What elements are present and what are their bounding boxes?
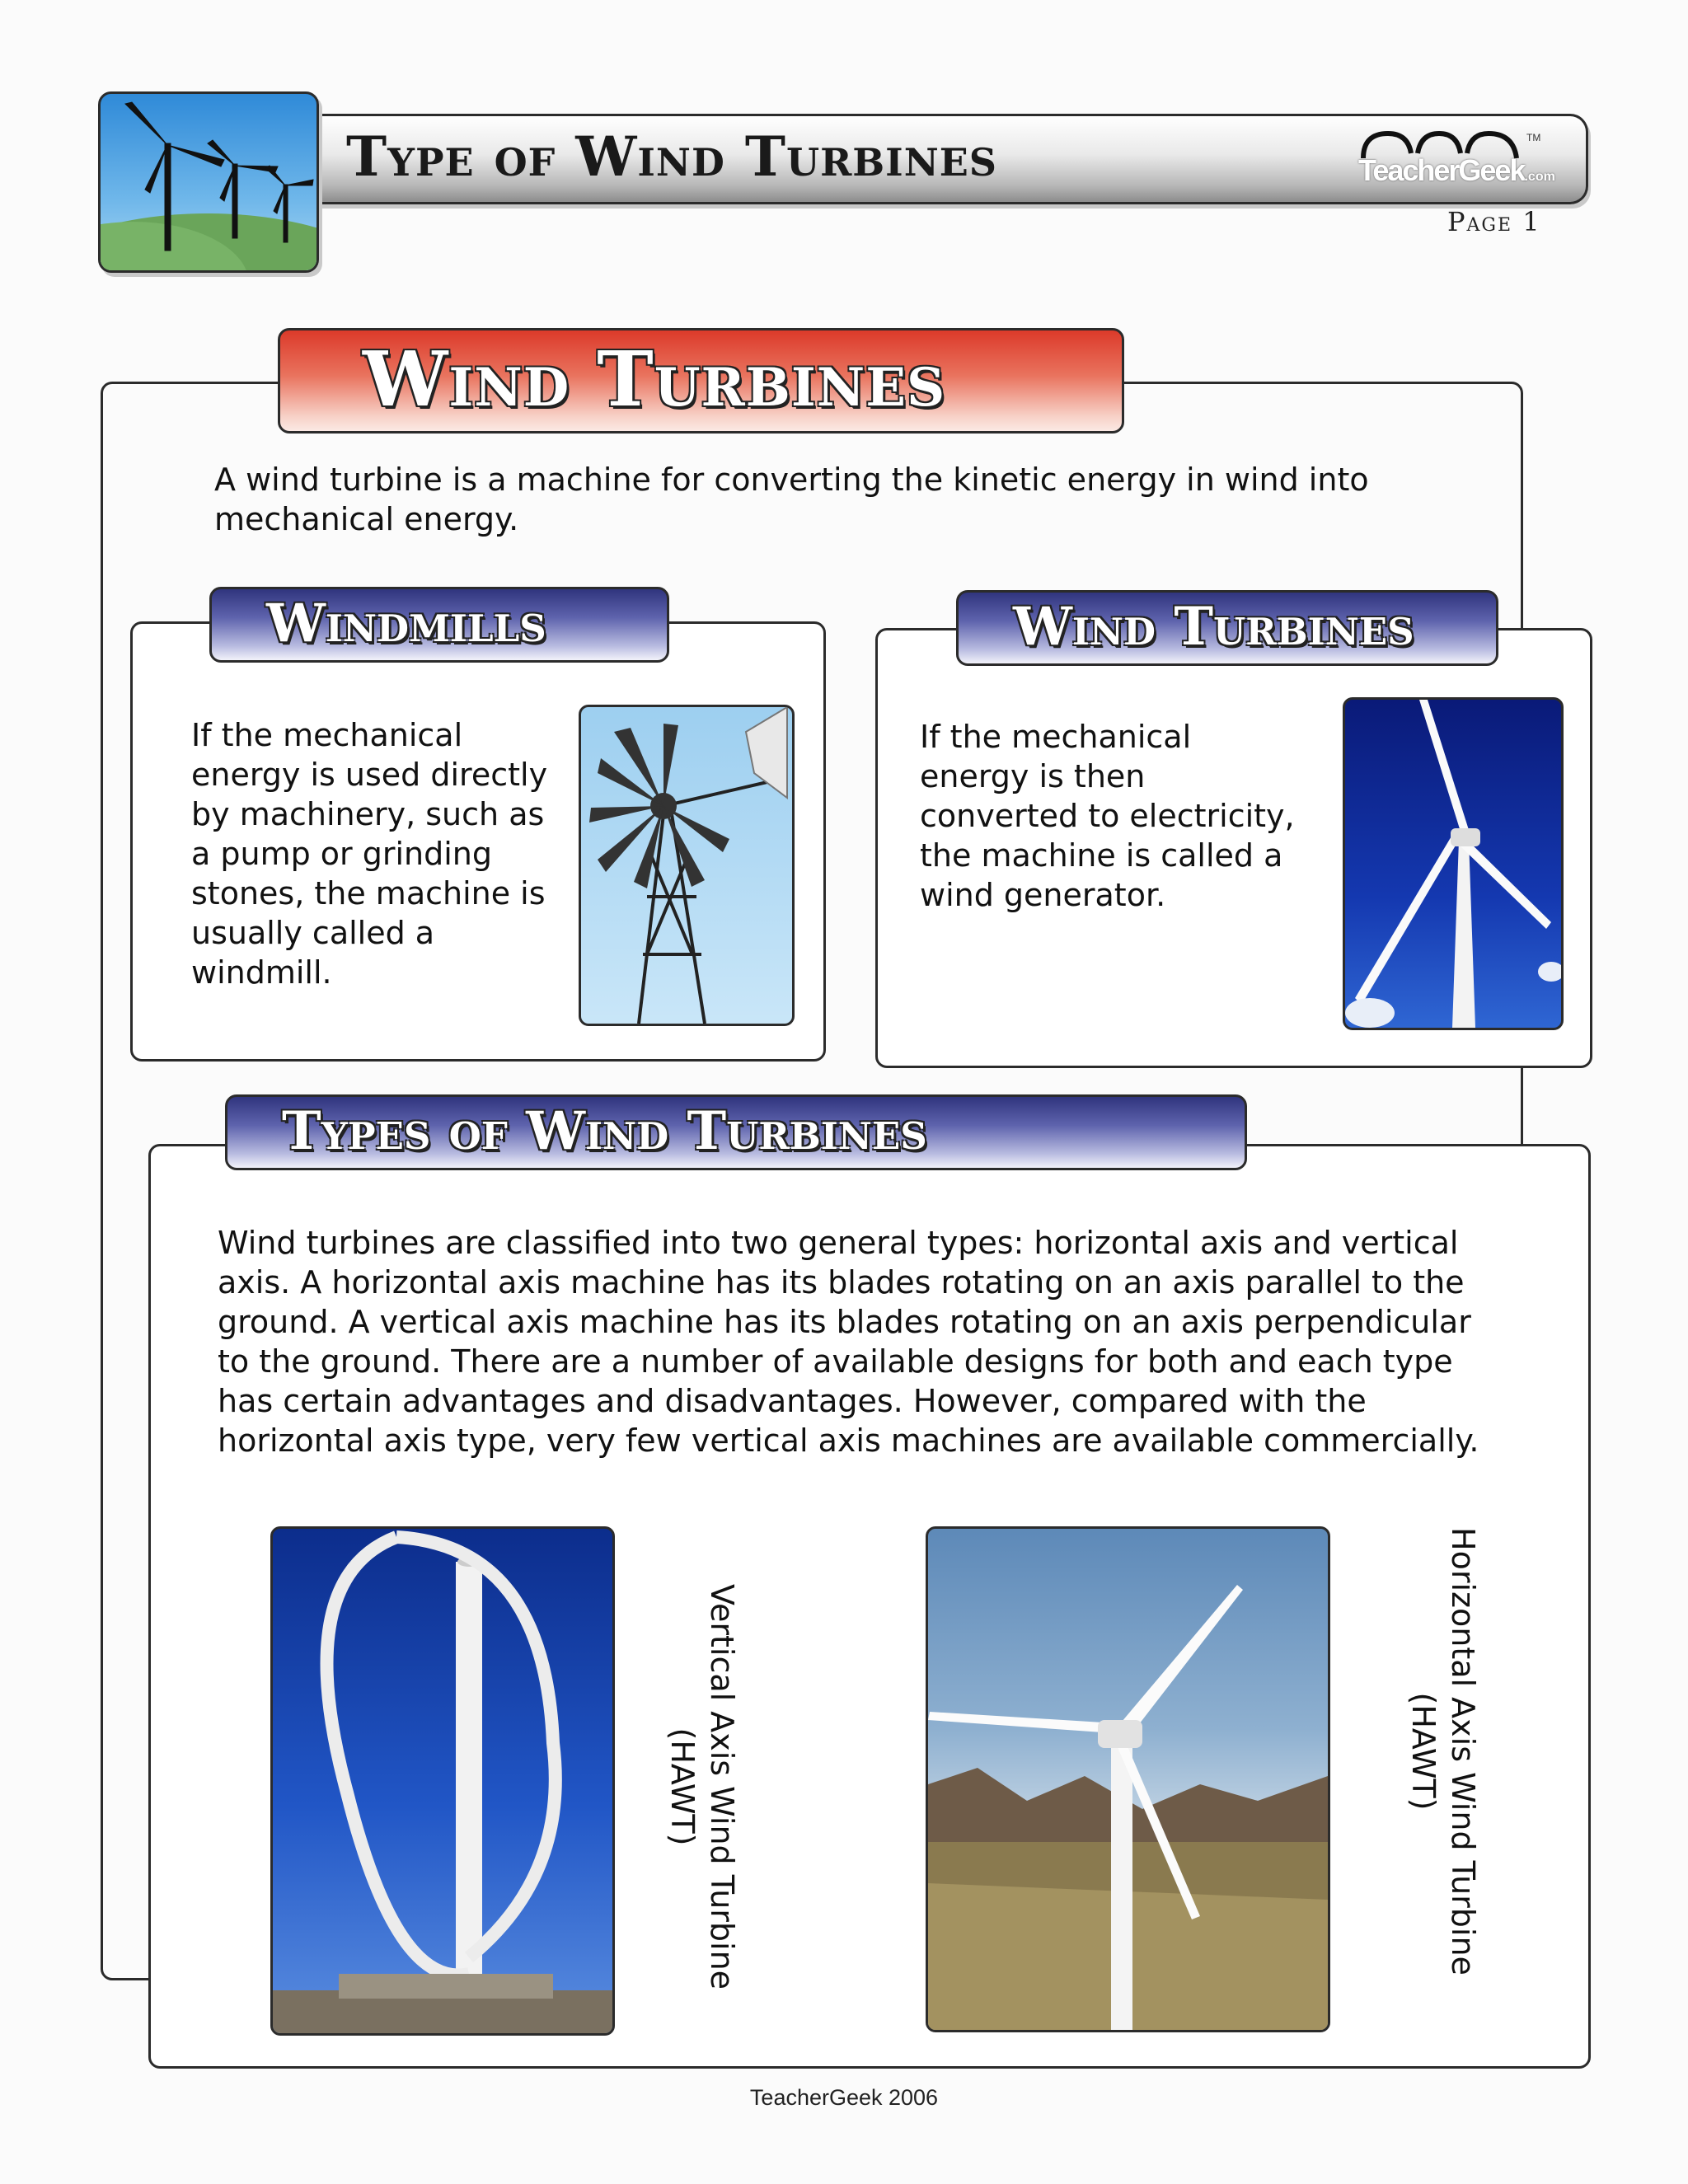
- wind-generator-banner: [956, 590, 1498, 666]
- wind-turbines-banner: [278, 328, 1124, 434]
- types-text: Wind turbines are classified into two general types: horizontal axis and vertical axis. A horizontal axis machine has its blades rotating on an axis parallel to the ground. A vertical axis machine has its blades rotating on an axis perpendicular to the ground. There are a number of available designs for both and each type has certain advantages and disadvantages. However, compared with the horizontal axis type, very few vertical axis machines are available commercially.: [218, 1225, 1479, 1459]
- brand-logo: TeacherGeek.com: [1358, 153, 1555, 187]
- wind-turbines-heading: Wind Turbines: [363, 335, 946, 424]
- vertical-axis-caption-line1: Vertical Axis Wind Turbine: [704, 1583, 740, 1990]
- windmills-banner: [209, 587, 669, 663]
- windmills-heading: Windmills: [266, 593, 546, 654]
- windmills-text: If the mechanical energy is used directly by machinery, such as a pump or grinding stones, the machine is usually called a windmill.: [191, 717, 548, 991]
- trademark-mark: TM: [1526, 132, 1541, 143]
- horizontal-axis-caption: [1174, 1527, 1685, 1975]
- intro-text: A wind turbine is a machine for converting the kinetic energy in wind into mechanical energy.: [214, 462, 1369, 537]
- windmill-photo: [579, 705, 795, 1026]
- wind-turbine-photo: [1343, 697, 1564, 1030]
- page-number: Page 1: [1447, 206, 1541, 237]
- footer-credit: TeacherGeek 2006: [749, 2085, 939, 2110]
- horizontal-axis-caption-line2: (HAWT): [1405, 1692, 1442, 1811]
- wind-generator-text: If the mechanical energy is then converted to electricity, the machine is called a wind generator.: [920, 719, 1295, 913]
- wind-generator-heading: Wind Turbines: [1013, 596, 1414, 658]
- vertical-axis-caption-line2: (HAWT): [664, 1727, 701, 1846]
- types-heading: Types of Wind Turbines: [282, 1100, 927, 1162]
- wind-turbines-logo-icon: [98, 91, 319, 273]
- types-banner: [225, 1094, 1247, 1170]
- page-title: Type of Wind Turbines: [346, 124, 998, 189]
- vertical-axis-caption: [462, 1583, 923, 1990]
- horizontal-axis-caption-line1: Horizontal Axis Wind Turbine: [1445, 1527, 1481, 1975]
